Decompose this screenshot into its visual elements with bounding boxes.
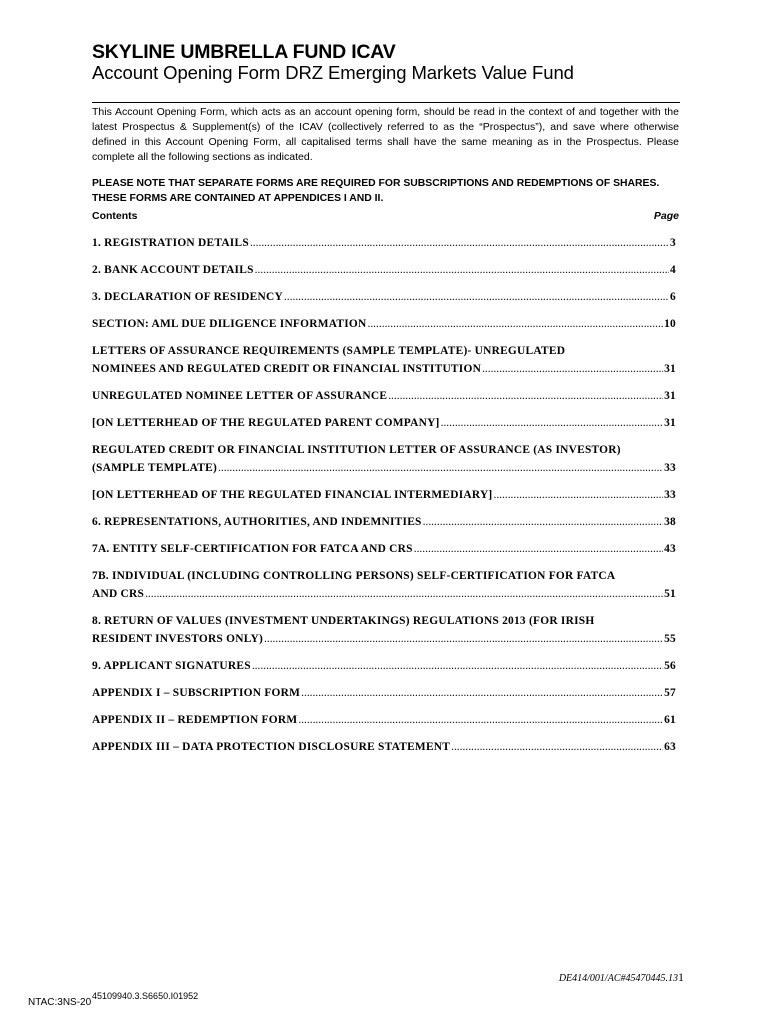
toc-dot-leader [145, 585, 663, 603]
toc-entry[interactable] [92, 684, 676, 702]
toc-entry-title: (SAMPLE TEMPLATE) [92, 462, 218, 474]
toc-entry[interactable] [92, 288, 676, 306]
toc-entry[interactable] [92, 657, 676, 675]
toc-entry-line [92, 360, 676, 378]
document-stamp: NTAC:3NS-20 [28, 997, 92, 1008]
toc-page-number: 10 [664, 318, 676, 330]
separate-forms-notice: PLEASE NOTE THAT SEPARATE FORMS ARE REQUIRED FOR SUBSCRIPTIONS AND REDEMPTIONS OF SHARES. THESE FORMS ARE CONTAINED AT APPENDICES I AND II. [92, 178, 660, 204]
toc-entry-line [92, 459, 676, 477]
toc-entry[interactable] [92, 486, 676, 504]
toc-page-number: 51 [664, 588, 676, 600]
toc-entry[interactable] [92, 261, 676, 279]
document-reference [559, 970, 684, 985]
toc-entry-title: 3. DECLARATION OF RESIDENCY [92, 291, 283, 303]
title-divider [92, 102, 680, 103]
toc-entry-line [92, 657, 676, 675]
toc-page-number: 31 [664, 363, 676, 375]
toc-entry-title-line: 7B. INDIVIDUAL (INCLUDING CONTROLLING PERSONS) SELF-CERTIFICATION FOR FATCA [92, 570, 616, 582]
toc-dot-leader [451, 738, 663, 756]
toc-entry[interactable] [92, 387, 676, 405]
toc-entry-title: 2. BANK ACCOUNT DETAILS [92, 264, 254, 276]
toc-dot-leader [252, 657, 663, 675]
toc-entry-line [92, 585, 676, 603]
toc-page-number: 63 [664, 741, 676, 753]
toc-dot-leader [284, 288, 669, 306]
toc-entry-line [92, 684, 676, 702]
toc-page-number: 6 [670, 291, 676, 303]
toc-entry-title: 7A. ENTITY SELF-CERTIFICATION FOR FATCA AND CRS [92, 543, 413, 555]
toc-entry-title: 6. REPRESENTATIONS, AUTHORITIES, AND INDEMNITIES [92, 516, 422, 528]
toc-dot-leader [367, 315, 663, 333]
page-column-label: Page [653, 210, 679, 222]
toc-entry-title: [ON LETTERHEAD OF THE REGULATED FINANCIAL INTERMEDIARY] [92, 489, 493, 501]
toc-entry-line [92, 630, 676, 648]
toc-page-number: 31 [664, 417, 676, 429]
toc-page-number: 57 [664, 687, 676, 699]
toc-entry-line [92, 513, 676, 531]
toc-dot-leader [482, 360, 663, 378]
toc-page-number: 61 [664, 714, 676, 726]
toc-page-number: 56 [664, 660, 676, 672]
toc-entry-line [92, 288, 676, 306]
toc-entry-title: APPENDIX I – SUBSCRIPTION FORM [92, 687, 301, 699]
toc-entry-title: 9. APPLICANT SIGNATURES [92, 660, 251, 672]
toc-entry-line [92, 234, 676, 252]
toc-dot-leader [423, 513, 663, 531]
toc-entry-title: UNREGULATED NOMINEE LETTER OF ASSURANCE [92, 390, 388, 402]
toc-entry-title-line: LETTERS OF ASSURANCE REQUIREMENTS (SAMPLE TEMPLATE)- UNREGULATED [92, 345, 566, 357]
page-number: 1 [678, 970, 684, 984]
toc-page-number: 33 [664, 462, 676, 474]
toc-page-number: 38 [664, 516, 676, 528]
toc-entry[interactable] [92, 234, 676, 252]
toc-entry[interactable] [92, 441, 676, 477]
toc-entry-title-line: 8. RETURN OF VALUES (INVESTMENT UNDERTAKINGS) REGULATIONS 2013 (FOR IRISH [92, 615, 595, 627]
toc-entry[interactable] [92, 738, 676, 756]
toc-entry[interactable] [92, 342, 676, 378]
toc-dot-leader [298, 711, 663, 729]
toc-entry-line [92, 540, 676, 558]
toc-entry[interactable] [92, 612, 676, 648]
toc-entry[interactable] [92, 711, 676, 729]
document-subtitle: Account Opening Form DRZ Emerging Markets Value Fund [92, 62, 574, 83]
toc-entry[interactable] [92, 513, 676, 531]
toc-dot-leader [218, 459, 663, 477]
contents-label: Contents [92, 210, 138, 222]
toc-entry-title: 1. REGISTRATION DETAILS [92, 237, 249, 249]
toc-dot-leader [255, 261, 669, 279]
toc-entry-line [92, 711, 676, 729]
toc-entry-title: NOMINEES AND REGULATED CREDIT OR FINANCIAL INSTITUTION [92, 363, 482, 375]
toc-page-number: 3 [670, 237, 676, 249]
toc-entry-title: APPENDIX III – DATA PROTECTION DISCLOSURE STATEMENT [92, 741, 451, 753]
toc-dot-leader [264, 630, 663, 648]
document-reference-code: DE414/001/AC#45470445.13 [558, 973, 678, 984]
toc-page-number: 4 [670, 264, 676, 276]
intro-paragraph: This Account Opening Form, which acts as an account opening form, should be read in the context of and together with the latest Prospectus & Supplement(s) of the ICAV (collectively referred to as the “Prospectus”), and save where otherwise defined in this Account Opening Form, all capitalised terms shall have the same meaning as in the Prospectus. Please complete all the following sections as indicated. [92, 106, 679, 163]
toc-page-number: 31 [664, 390, 676, 402]
toc-dot-leader [388, 387, 663, 405]
document-stamp: 45109940.3.S6650.I01952 [92, 991, 199, 1001]
toc-entry-line [92, 738, 676, 756]
toc-entry[interactable] [92, 567, 676, 603]
toc-dot-leader [493, 486, 663, 504]
toc-entry-line [92, 486, 676, 504]
toc-page-number: 43 [664, 543, 676, 555]
toc-entry-title: RESIDENT INVESTORS ONLY) [92, 633, 264, 645]
toc-dot-leader [441, 414, 664, 432]
contents-header [92, 209, 679, 224]
toc-entry-line [92, 414, 676, 432]
toc-page-number: 33 [664, 489, 676, 501]
toc-entry-title: [ON LETTERHEAD OF THE REGULATED PARENT COMPANY] [92, 417, 440, 429]
toc-dot-leader [414, 540, 663, 558]
toc-entry-title: APPENDIX II – REDEMPTION FORM [92, 714, 298, 726]
toc-dot-leader [301, 684, 663, 702]
toc-entry-line [92, 387, 676, 405]
toc-dot-leader [250, 234, 669, 252]
toc-entry[interactable] [92, 414, 676, 432]
toc-entry-line [92, 315, 676, 333]
toc-entry-line [92, 261, 676, 279]
toc-entry-title: AND CRS [92, 588, 145, 600]
toc-entry[interactable] [92, 540, 676, 558]
toc-entry-title-line: REGULATED CREDIT OR FINANCIAL INSTITUTION LETTER OF ASSURANCE (AS INVESTOR) [92, 444, 621, 456]
toc-page-number: 55 [664, 633, 676, 645]
toc-entry-title: SECTION: AML DUE DILIGENCE INFORMATION [92, 318, 367, 330]
toc-entry[interactable] [92, 315, 676, 333]
document-title: SKYLINE UMBRELLA FUND ICAV [92, 41, 396, 63]
